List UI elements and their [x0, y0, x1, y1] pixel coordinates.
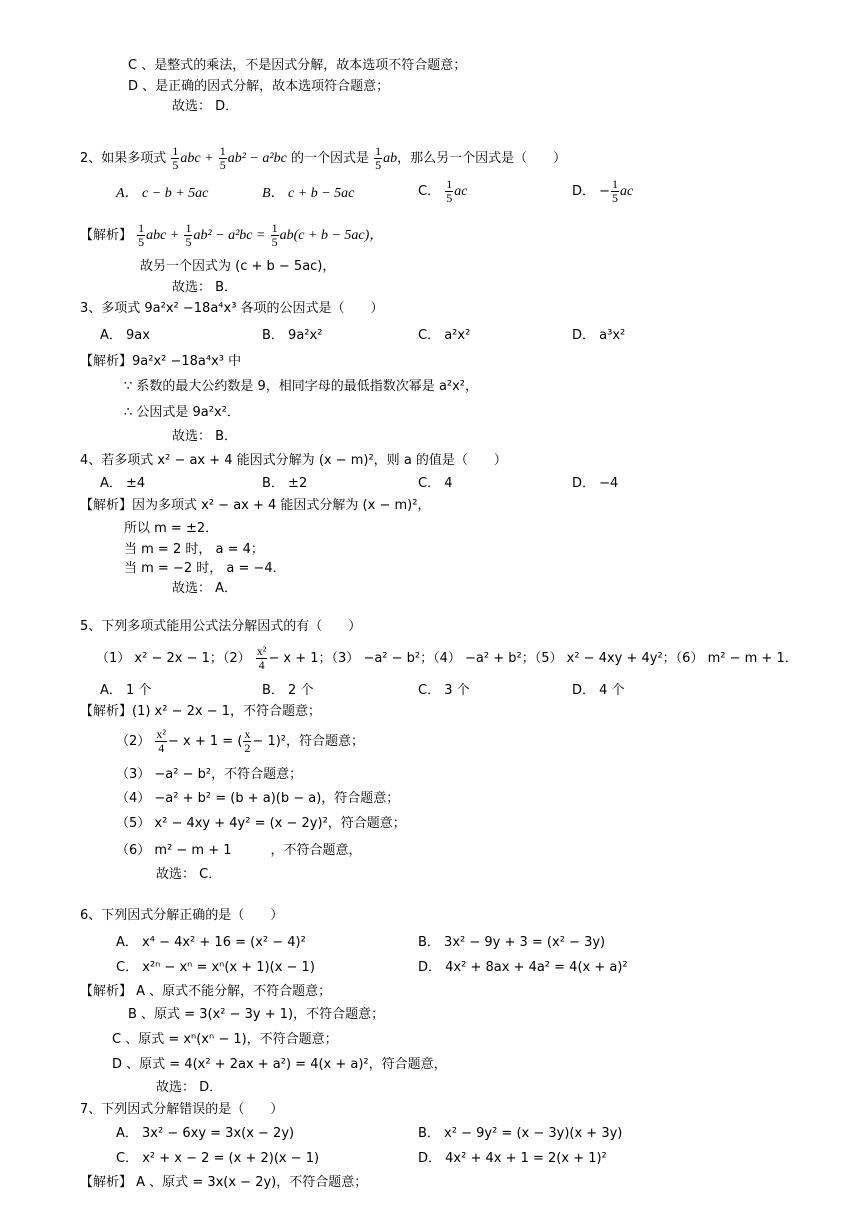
question-3-stem: 3、多项式 9a²x² −18a⁴x³ 各项的公因式是（ ） — [80, 301, 384, 316]
text-line: （5） x² − 4xy + 4y² = (x − 2y)²，符合题意； — [116, 816, 406, 831]
option-d: D． 4 个 — [572, 683, 625, 698]
text-line: B 、原式 = 3(x² − 3y + 1)，不符合题意； — [128, 1007, 385, 1022]
text-line: 故另一个因式为 (c + b − 5ac)， — [140, 259, 336, 274]
solution-q4: 【解析】因为多项式 x² − ax + 4 能因式分解为 (x − m)²， — [80, 498, 431, 513]
option-a: A． 9ax — [100, 328, 150, 343]
solution-q2: 【解析】 $\frac{1}{5}$ abc + $\frac{1}{5}$ ab² − a²bc = $\frac{1}{5}$ ab(c + b − 5ac)， — [80, 221, 384, 249]
text-line: C 、是整式的乘法，不是因式分解，故本选项不符合题意； — [128, 58, 467, 73]
option-b: B． 3x² − 9y + 3 = (x² − 3y) — [418, 935, 606, 950]
text-line: 当 m = 2 时， a = 4； — [124, 542, 264, 557]
option-a: A． x⁴ − 4x² + 16 = (x² − 4)² — [116, 935, 306, 950]
option-b: B． ±2 — [262, 476, 308, 491]
question-6-stem: 6、下列因式分解正确的是（ ） — [80, 908, 284, 923]
option-d: D． 4x² + 8ax + 4a² = 4(x + a)² — [418, 960, 628, 975]
option-d: D． a³x² — [572, 328, 626, 343]
text-line: （3） −a² − b²，不符合题意； — [116, 767, 303, 782]
question-5-stem: 5、下列多项式能用公式法分解因式的有（ ） — [80, 619, 362, 634]
question-5-items: （1） x² − 2x − 1；（2） $\frac{\text{x²}}{4}$ − x + 1；（3） −a² − b²；（4） −a² + b²；（5） x² − 4xy + 4y²；（6） m² − m + 1． — [96, 644, 798, 672]
fraction: $\frac{1}{5}$ — [172, 144, 179, 172]
fraction: $\frac{1}{5}$ — [375, 144, 382, 172]
text-line: 所以 m = ±2． — [124, 521, 219, 536]
option-c: C． 3 个 — [418, 683, 470, 698]
solution-q6: 【解析】 A 、原式不能分解，不符合题意； — [80, 984, 332, 999]
text-line: D 、原式 = 4(x² + 2ax + a²) = 4(x + a)²，符合题意， — [112, 1057, 447, 1072]
answer-line: 故选： B． — [172, 429, 238, 444]
answer-line: 故选： D． — [172, 99, 239, 114]
option-d: D． 4x² + 4x + 1 = 2(x + 1)² — [418, 1151, 607, 1166]
answer-line: 故选： C． — [156, 867, 222, 882]
text-line: 当 m = −2 时， a = −4． — [124, 561, 286, 576]
answer-line: 故选： D． — [156, 1080, 223, 1095]
question-7-stem: 7、下列因式分解错误的是（ ） — [80, 1102, 284, 1117]
option-a: A． c − b + 5ac — [116, 186, 209, 201]
answer-line: 故选： B． — [172, 280, 238, 295]
text-line: C 、原式 = xⁿ(xⁿ − 1)，不符合题意； — [112, 1032, 338, 1047]
option-c: C． 4 — [418, 476, 453, 491]
text-line: （2） $\frac{\text{x²}}{4}$ − x + 1 = ( $\frac{x}{2}$ − 1)²，符合题意； — [116, 727, 365, 755]
option-d: D． −4 — [572, 476, 619, 491]
solution-q3: 【解析】9a²x² −18a⁴x³ 中 — [80, 354, 242, 369]
text-line: D 、是正确的因式分解，故本选项符合题意； — [128, 79, 390, 94]
text-line: （4） −a² + b² = (b + a)(b − a)，符合题意； — [116, 791, 400, 806]
option-b: B． c + b − 5ac — [262, 186, 355, 201]
solution-q5: 【解析】(1) x² − 2x − 1，不符合题意； — [80, 704, 322, 719]
text-line: ∵ 系数的最大公约数是 9，相同字母的最低指数次幂是 a²x²， — [124, 379, 479, 394]
option-a: A． 1 个 — [100, 683, 152, 698]
question-4-stem: 4、若多项式 x² − ax + 4 能因式分解为 (x − m)²，则 a 的值是（ ） — [80, 453, 507, 468]
option-c: C． a²x² — [418, 328, 471, 343]
option-c: C． x² + x − 2 = (x + 2)(x − 1) — [116, 1151, 320, 1166]
option-d: D． − $\frac{1}{5}$ ac — [572, 177, 634, 205]
option-a: A． 3x² − 6xy = 3x(x − 2y) — [116, 1126, 295, 1141]
option-b: B． x² − 9y² = (x − 3y)(x + 3y) — [418, 1126, 623, 1141]
option-a: A． ±4 — [100, 476, 146, 491]
solution-q7: 【解析】 A 、原式 = 3x(x − 2y)，不符合题意； — [80, 1175, 368, 1190]
option-b: B． 9a²x² — [262, 328, 323, 343]
option-b: B． 2 个 — [262, 683, 314, 698]
text-line: （6） m² − m + 1 ，不符合题意， — [116, 843, 362, 858]
question-2-stem: 2、如果多项式 $\frac{1}{5}$ abc + $\frac{1}{5}$ ab² − a²bc 的一个因式是 $\frac{1}{5}$ ab，那么另一个因式是（ ） — [80, 144, 567, 172]
answer-line: 故选： A． — [172, 581, 238, 596]
option-c: C． $\frac{1}{5}$ ac — [418, 177, 468, 205]
fraction: $\frac{1}{5}$ — [219, 144, 226, 172]
option-c: C． x²ⁿ − xⁿ = xⁿ(x + 1)(x − 1) — [116, 960, 315, 975]
text-line: ∴ 公因式是 9a²x²． — [124, 405, 240, 420]
